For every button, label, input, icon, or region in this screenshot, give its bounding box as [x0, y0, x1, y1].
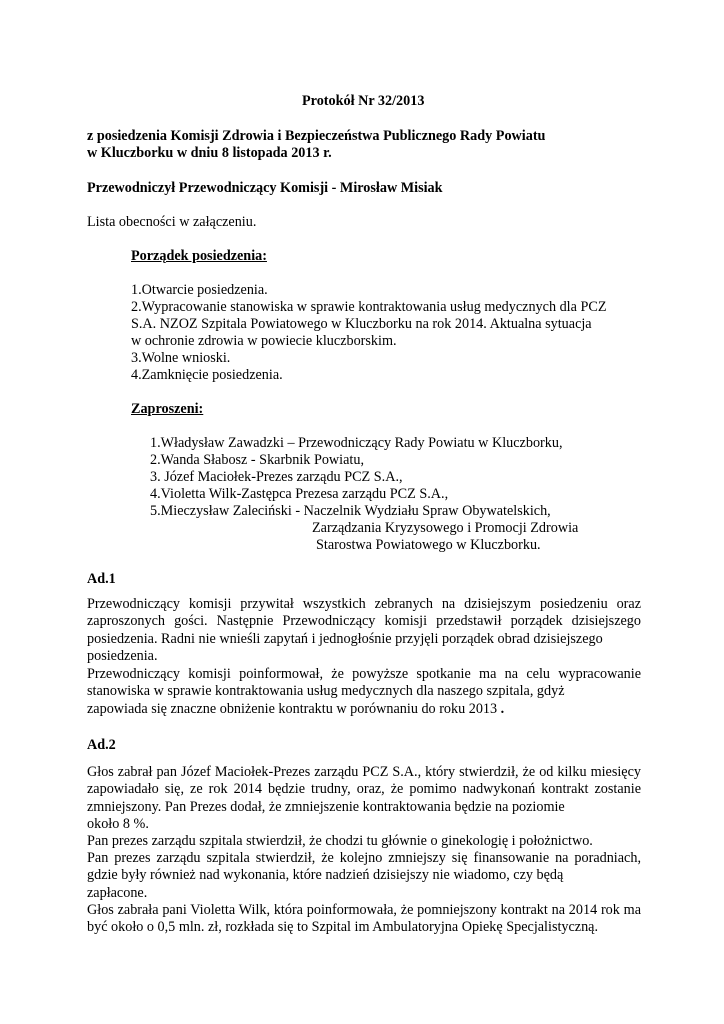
- ad2-paragraph-4: [87, 902, 641, 937]
- ad1-paragraph-2-end: .: [497, 700, 505, 717]
- ad2-paragraph-1: [87, 764, 641, 834]
- ad1-paragraph-2-last-line: zapowiada się znaczne obniżenie kontraktu w porównaniu do roku 2013: [87, 700, 498, 717]
- agenda-item-3: 3.Wolne wnioski.: [131, 350, 231, 366]
- invited-person-5-line3: Starostwa Powiatowego w Kluczborku.: [316, 537, 541, 553]
- ad2-paragraph-4-text: Głos zabrała pani Violetta Wilk, która poinformowała, że pomniejszony kontrakt na 2014 rok ma być około o 0,5 mln. zł, rozkłada się to Szpital im Ambulatoryjna Opiekę Specjalistyczną.: [87, 902, 641, 936]
- ad2-paragraph-1-text: Głos zabrał pan Józef Maciołek-Prezes zarządu PCZ S.A., który stwierdził, że od kilku miesięcy zapowiadało się, ze rok 2014 będzie trudny, oraz, że pomimo nadwykonań kontrakt zostanie zmniejszony. Pan Prezes dodał, że zmniejszenie kontraktowania będzie na poziomie: [87, 764, 641, 815]
- agenda-item-1: 1.Otwarcie posiedzenia.: [131, 282, 268, 298]
- invited-person-3: 3. Józef Maciołek-Prezes zarządu PCZ S.A.,: [150, 469, 403, 485]
- ad1-paragraph-1-last-line: posiedzenia.: [87, 648, 158, 665]
- agenda-item-4: 4.Zamknięcie posiedzenia.: [131, 367, 283, 383]
- agenda-item-2-line1: 2.Wypracowanie stanowiska w sprawie kontraktowania usług medycznych dla PCZ: [131, 299, 607, 315]
- invited-person-4: 4.Violetta Wilk-Zastępca Prezesa zarządu PCZ S.A.,: [150, 486, 449, 502]
- ad2-paragraph-3: [87, 850, 641, 902]
- ad1-paragraph-1-text: Przewodniczący komisji przywitał wszystkich zebranych na dzisiejszym posiedzeniu oraz zaproszonych gości. Następnie Przewodniczący komisji przedstawił porządek dzisiejszego posiedzenia. Radni nie wnieśli zapytań i jednogłośnie przyjęli porządek obrad dzisiejszego: [87, 596, 641, 647]
- agenda-item-2-line3: w ochronie zdrowia w powiecie kluczborskim.: [131, 333, 397, 349]
- ad2-paragraph-3-last-line: zapłacone.: [87, 884, 148, 901]
- ad1-paragraph-2-text: Przewodniczący komisji poinformował, że powyższe spotkanie ma na celu wypracowanie stanowiska w sprawie kontraktowania usług medycznych dla naszego szpitala, gdyż: [87, 666, 641, 700]
- attendance-note: Lista obecności w załączeniu.: [87, 214, 257, 230]
- invited-person-5-line1: 5.Mieczysław Zaleciński - Naczelnik Wydziału Spraw Obywatelskich,: [150, 503, 551, 519]
- ad1-paragraph-2: [87, 666, 641, 718]
- ad1-paragraph-1: [87, 596, 641, 666]
- ad2-paragraph-3-text: Pan prezes zarządu szpitala stwierdził, że kolejno zmniejszy się finansowanie na poradniach, gdzie były również nad wykonania, które nadzień dzisiejszy nie wiadomo, czy będą: [87, 850, 641, 884]
- ad2-paragraph-1-last-line: około 8 %.: [87, 816, 149, 833]
- meeting-subtitle-line1: z posiedzenia Komisji Zdrowia i Bezpieczeństwa Publicznego Rady Powiatu: [87, 128, 546, 144]
- meeting-chair: Przewodniczył Przewodniczący Komisji - Mirosław Misiak: [87, 180, 443, 196]
- invited-person-2: 2.Wanda Słabosz - Skarbnik Powiatu,: [150, 452, 365, 468]
- agenda-heading: Porządek posiedzenia:: [131, 248, 267, 264]
- ad2-heading: Ad.2: [87, 737, 116, 753]
- ad2-paragraph-2-text: Pan prezes zarządu szpitala stwierdził, że chodzi tu głównie o ginekologię i położnictwo.: [87, 833, 593, 849]
- ad1-heading: Ad.1: [87, 571, 116, 587]
- meeting-subtitle-line2: w Kluczborku w dniu 8 listopada 2013 r.: [87, 145, 332, 161]
- ad2-paragraph-2: [87, 833, 641, 850]
- agenda-item-2-line2: S.A. NZOZ Szpitala Powiatowego w Kluczborku na rok 2014. Aktualna sytuacja: [131, 316, 592, 332]
- invited-person-1: 1.Władysław Zawadzki – Przewodniczący Rady Powiatu w Kluczborku,: [150, 435, 563, 451]
- invited-heading: Zaproszeni:: [131, 401, 204, 417]
- protocol-title: Protokół Nr 32/2013: [302, 93, 425, 109]
- invited-person-5-line2: Zarządzania Kryzysowego i Promocji Zdrowia: [312, 520, 579, 536]
